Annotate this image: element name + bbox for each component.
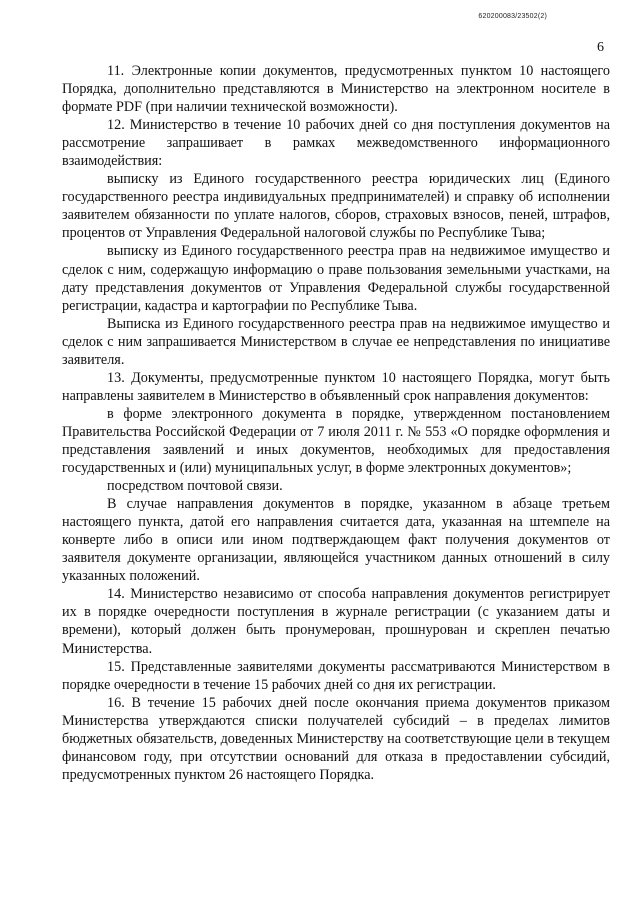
paragraph-16: 16. В течение 15 рабочих дней после окончания приема документов приказом Министерства утверждаются списки получателей субсидий – в пределах лимитов бюджетных обязательств, доведенных Министерству на соответствующие цели в текущем финансовом году, при отсутствии оснований для отказа в предоставлении субсидий, предусмотренных пунктом 26 настоящего Порядка. [62,694,610,783]
paragraph-12-egrul-item: выписку из Единого государственного реестра юридических лиц (Единого государственного реестра индивидуальных предпринимателей) и справку об исполнении заявителем обязанности по уплате налогов, сборов, страховых взносов, пеней, штрафов, процентов от Управления Федеральной налоговой службы по Республике Тыва; [62,171,610,242]
document-code: 620200083/23502(2) [478,13,547,20]
page-number: 6 [597,40,604,55]
document-body [62,62,610,784]
paragraph-13-postal-item: посредством почтовой связи. [107,478,283,495]
paragraph-13-postal-note: В случае направления документов в порядке, указанном в абзаце третьем настоящего пункта, датой его направления считается дата, указанная на штемпеле на конверте либо в описи или ином подтверждающем факт получения документов от заявителя документе организации, являющейся участником данных отношений в силу указанных положений. [62,496,610,585]
paragraph-12-egrp-note: Выписка из Единого государственного реестра прав на недвижимое имущество и сделок с ним запрашивается Министерством в случае ее непредставления по инициативе заявителя. [62,315,610,368]
paragraph-15: 15. Представленные заявителями документы рассматриваются Министерством в порядке очередности в течение 15 рабочих дней со дня их регистрации. [62,658,610,693]
paragraph-11: 11. Электронные копии документов, предусмотренных пунктом 10 настоящего Порядка, дополнительно представляются в Министерство на электронном носителе в формате PDF (при наличии технической возможности). [62,63,610,116]
paragraph-13-electronic-item: в форме электронного документа в порядке, утвержденном постановлением Правительства Российской Федерации от 7 июля 2011 г. № 553 «О порядке оформления и представления заявлений и иных документов, необходимых для предоставления государственных и (или) муниципальных услуг, в форме электронных документов»; [62,405,610,477]
paragraph-12-egrp-item: выписку из Единого государственного реестра прав на недвижимое имущество и сделок с ним, содержащую информацию о праве пользования земельными участками, на дату представления документов от Управления Федеральной службы государственной регистрации, кадастра и картографии по Республике Тыва. [62,243,610,314]
paragraph-13: 13. Документы, предусмотренные пунктом 10 настоящего Порядка, могут быть направлены заявителем в Министерство в объявленный срок направления документов: [62,369,610,404]
paragraph-14: 14. Министерство независимо от способа направления документов регистрирует их в порядке очередности поступления в журнале регистрации (с указанием даты и времени), который должен быть пронумерован, прошнурован и скреплен печатью Министерства. [62,586,610,657]
paragraph-12: 12. Министерство в течение 10 рабочих дней со дня поступления документов на рассмотрение запрашивает в рамках межведомственного информационного взаимодействия: [62,117,610,170]
